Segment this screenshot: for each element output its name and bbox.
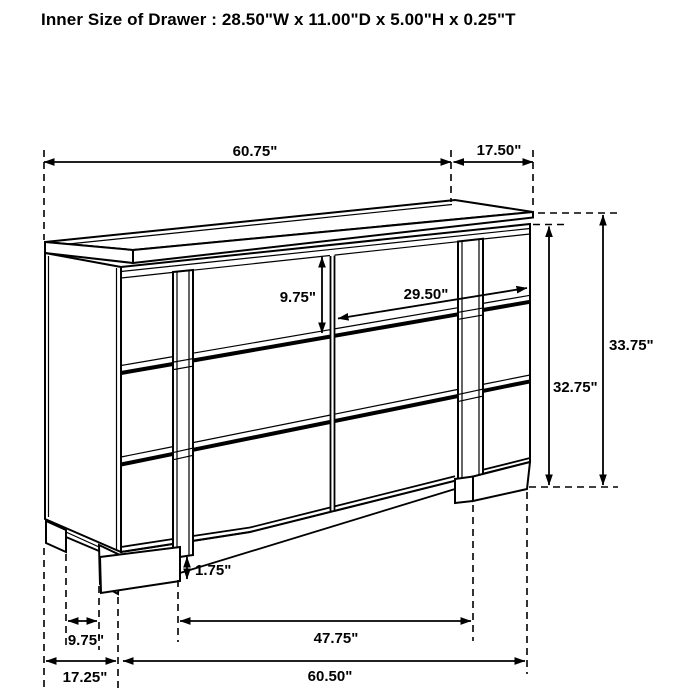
dim-label-top-depth: 17.50" [476, 142, 522, 159]
dim-label-overall-height: 33.75" [609, 337, 654, 354]
dim-label-side-foot-gap: 9.75" [67, 632, 105, 649]
dim-label-drawer-width: 29.50" [403, 286, 449, 303]
right-stile [458, 239, 483, 484]
drawing-title: Inner Size of Drawer : 28.50"W x 11.00"D x 5.00"H x 0.25"T [41, 10, 516, 29]
dim-label-drawer-height: 9.75" [279, 289, 316, 306]
dim-label-foot-height: 1.75" [195, 562, 232, 579]
dim-label-base-depth: 17.25" [62, 669, 108, 686]
dim-label-base-width: 60.50" [307, 668, 353, 685]
left-stile [173, 270, 193, 558]
side-panel [45, 253, 121, 552]
front-right-foot [455, 477, 473, 504]
dim-label-case-height: 32.75" [553, 379, 598, 396]
dim-label-front-foot-span: 47.75" [313, 630, 359, 647]
dim-label-top-width: 60.75" [232, 143, 278, 160]
dresser-cabinet [45, 200, 533, 594]
